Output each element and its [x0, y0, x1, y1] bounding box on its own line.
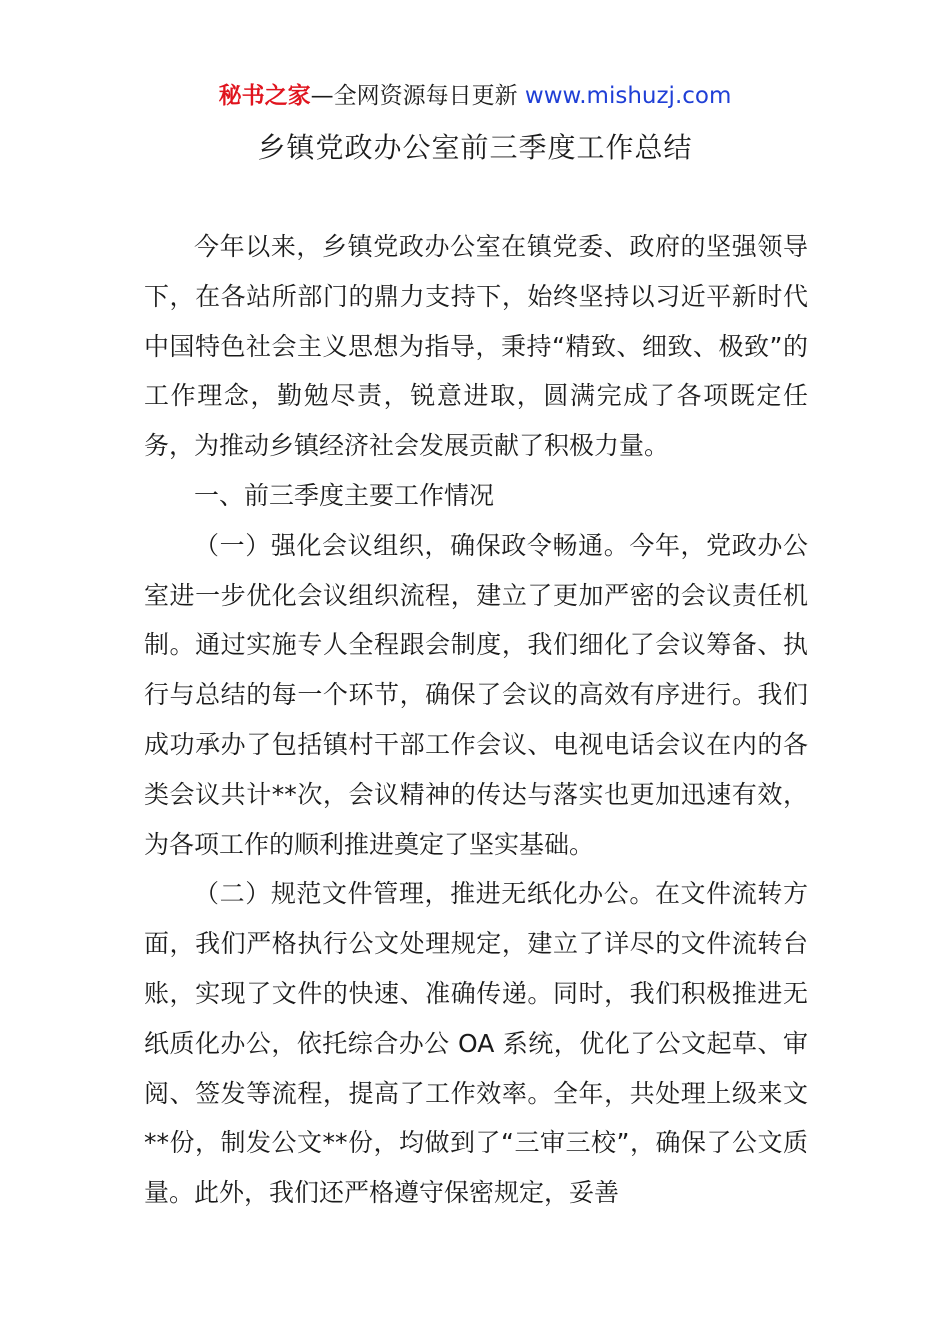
intro-paragraph: 今年以来，乡镇党政办公室在镇党委、政府的坚强领导下，在各站所部门的鼎力支持下，始终坚持以习近平新时代中国特色社会主义思想为指导，秉持“精致、细致、极致”的工作理念，勤勉尽责，锐意进取，圆满完成了各项既定任务，为推动乡镇经济社会发展贡献了积极力量。: [144, 232, 808, 461]
site-header: [0, 80, 950, 112]
brand-name: 秘书之家: [218, 83, 311, 109]
header-tagline: —全网资源每日更新: [310, 83, 525, 109]
site-url-link[interactable]: www.mishuzj.com: [524, 83, 732, 109]
section-heading: 一、前三季度主要工作情况: [194, 480, 495, 510]
document-management-paragraph: （二）规范文件管理，推进无纸化办公。在文件流转方面，我们严格执行公文处理规定，建立了详尽的文件流转台账，实现了文件的快速、准确传递。同时，我们积极推进无纸质化办公，依托综合办公 OA 系统，优化了公文起草、审阅、签发等流程，提高了工作效率。全年，共处理上级来文**份，制发公文**份，均做到了“三审三校”，确保了公文质量。此外，我们还严格遵守保密规定，妥善: [144, 879, 808, 1208]
document-body: [144, 222, 808, 1218]
meeting-paragraph: （一）强化会议组织，确保政令畅通。今年，党政办公室进一步优化会议组织流程，建立了更加严密的会议责任机制。通过实施专人全程跟会制度，我们细化了会议筹备、执行与总结的每一个环节，确保了会议的高效有序进行。我们成功承办了包括镇村干部工作会议、电视电话会议在内的各类会议共计**次，会议精神的传达与落实也更加迅速有效，为各项工作的顺利推进奠定了坚实基础。: [144, 530, 808, 859]
document-title: 乡镇党政办公室前三季度工作总结: [257, 131, 693, 164]
